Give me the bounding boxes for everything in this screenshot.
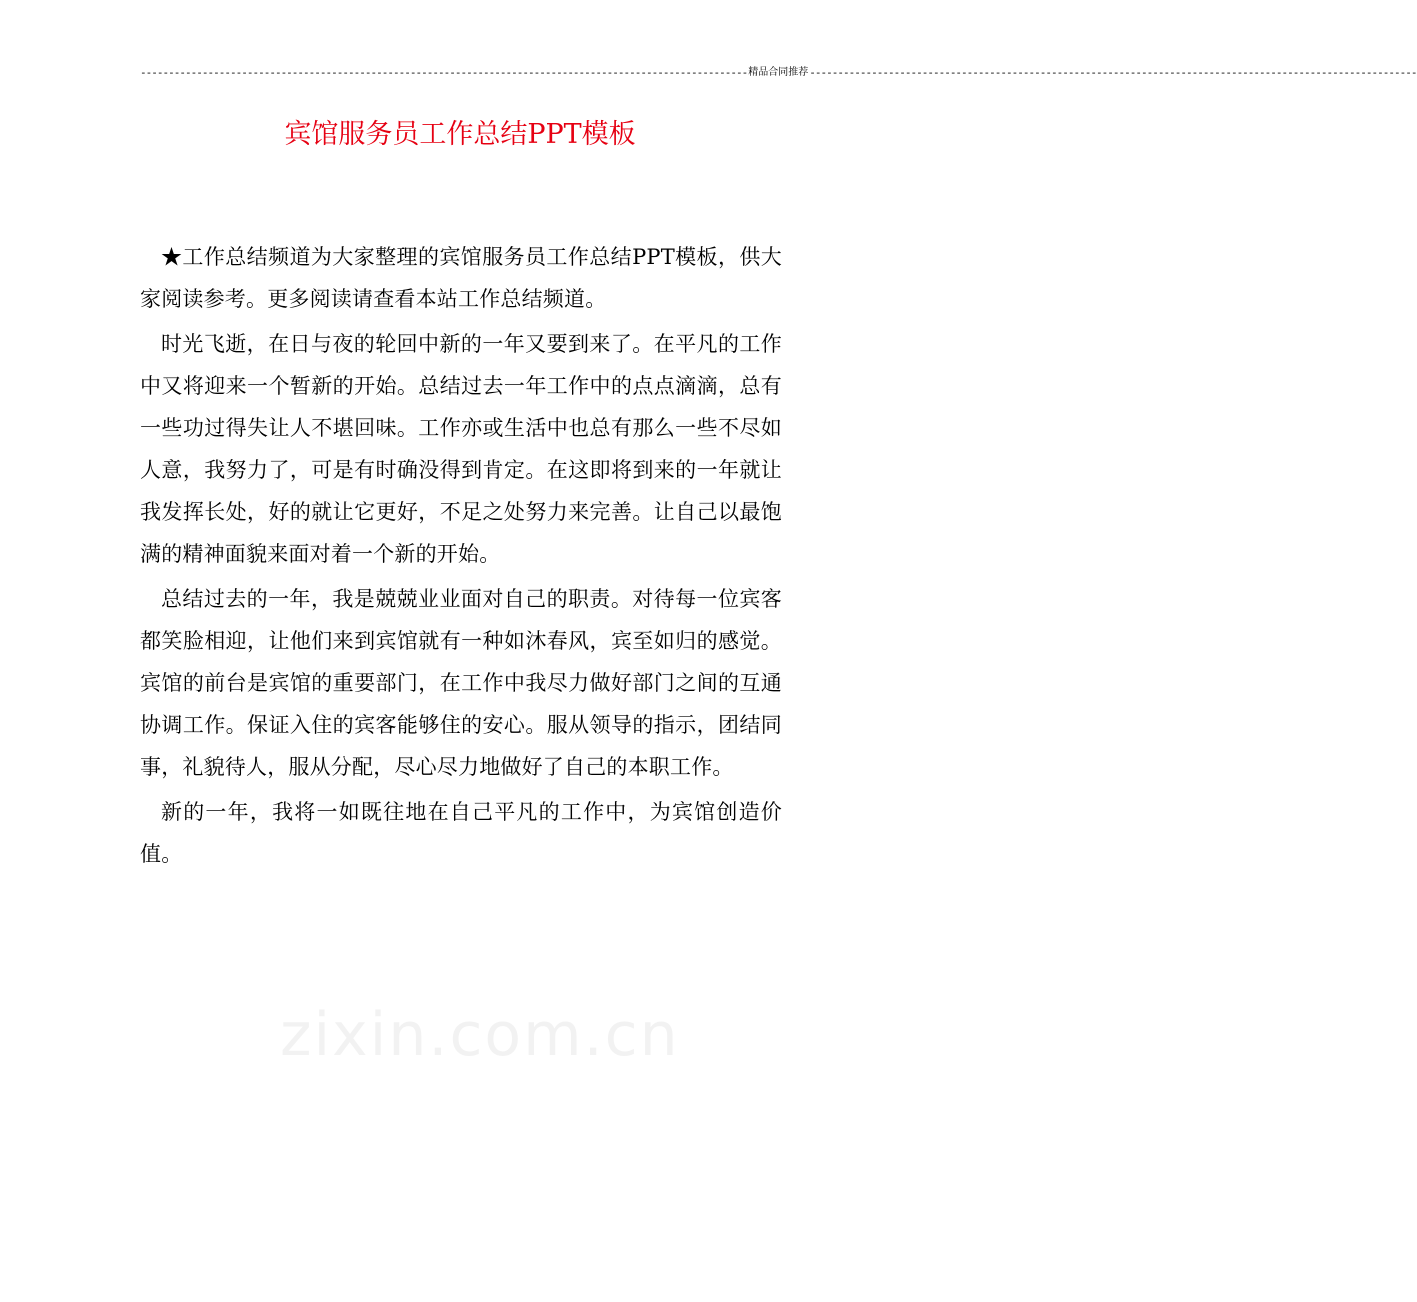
document-body	[140, 236, 782, 878]
header-rule-left: ------------------------------------------------------------------------------------------------------------	[140, 66, 748, 79]
header-rule-right: ------------------------------------------------------------------------------------------------------------	[809, 66, 1417, 79]
paragraph-intro: ★工作总结频道为大家整理的宾馆服务员工作总结PPT模板，供大家阅读参考。更多阅读请查看本站工作总结频道。	[140, 245, 782, 311]
paragraph-2: 总结过去的一年，我是兢兢业业面对自己的职责。对待每一位宾客都笑脸相迎，让他们来到宾馆就有一种如沐春风，宾至如归的感觉。宾馆的前台是宾馆的重要部门，在工作中我尽力做好部门之间的互通协调工作。保证入住的宾客能够住的安心。服从领导的指示，团结同事，礼貌待人，服从分配，尽心尽力地做好了自己的本职工作。	[140, 587, 782, 779]
paragraph-1: 时光飞逝，在日与夜的轮回中新的一年又要到来了。在平凡的工作中又将迎来一个暂新的开始。总结过去一年工作中的点点滴滴，总有一些功过得失让人不堪回味。工作亦或生活中也总有那么一些不尽如人意，我努力了，可是有时确没得到肯定。在这即将到来的一年就让我发挥长处，好的就让它更好，不足之处努力来完善。让自己以最饱满的精神面貌来面对着一个新的开始。	[140, 332, 782, 566]
watermark: zixin.com.cn	[280, 1000, 680, 1070]
paragraph-3: 新的一年，我将一如既往地在自己平凡的工作中，为宾馆创造价值。	[140, 800, 782, 866]
header-label: 精品合同推荐	[748, 67, 809, 78]
page-header	[140, 66, 1417, 80]
document-title: 宾馆服务员工作总结PPT模板	[284, 119, 636, 150]
